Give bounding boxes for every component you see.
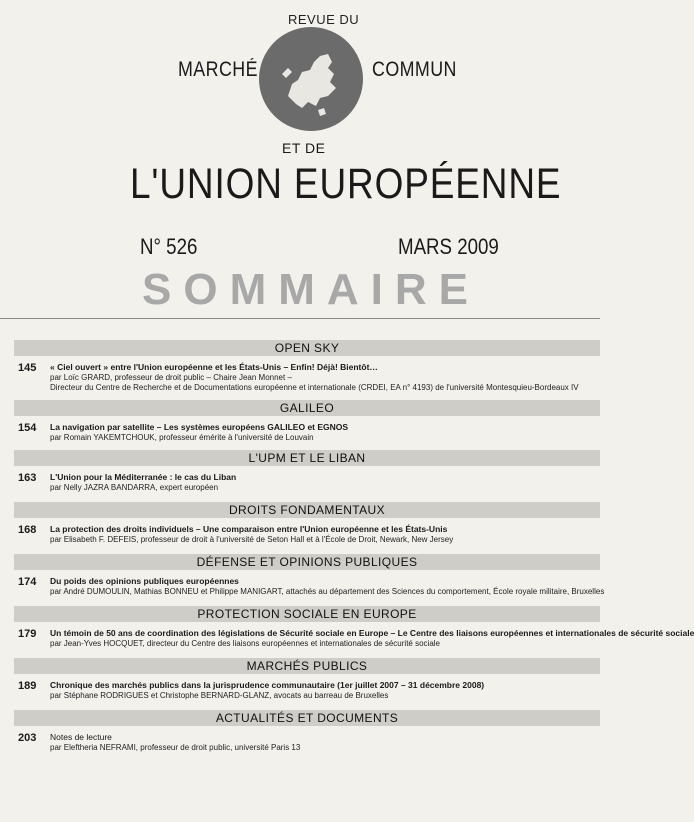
section-heading: OPEN SKY — [14, 340, 600, 356]
toc-entry[interactable] — [0, 466, 600, 502]
toc-section — [0, 400, 600, 450]
page-number: 189 — [18, 680, 37, 692]
section-heading: ACTUALITÉS ET DOCUMENTS — [14, 710, 600, 726]
page-number: 154 — [18, 422, 37, 434]
page-number: 145 — [18, 362, 37, 374]
masthead — [0, 0, 600, 230]
article-title: « Ciel ouvert » entre l'Union européenne et les États-Unis – Enfin! Déjà! Bientôt… — [50, 362, 378, 372]
section-heading: MARCHÉS PUBLICS — [14, 658, 600, 674]
toc-entry[interactable] — [0, 726, 600, 762]
toc-entry[interactable] — [0, 356, 600, 400]
table-of-contents — [0, 340, 694, 762]
toc-entry[interactable] — [0, 674, 600, 710]
issue-number: N° 526 — [140, 234, 198, 259]
masthead-title: L'UNION EUROPÉENNE — [130, 160, 562, 208]
article-author-detail: Directeur du Centre de Recherche et de Documentations européenne et internationale (CRDEI, EA n° 4193) de l'université Montesquieu-Bordeaux IV — [50, 383, 579, 392]
toc-section — [0, 658, 600, 710]
article-author: par Romain YAKEMTCHOUK, professeur émérite à l'université de Louvain — [50, 433, 314, 442]
divider — [0, 318, 600, 319]
article-title: Chronique des marchés publics dans la jurisprudence communautaire (1er juillet 2007 – 31 décembre 2008) — [50, 680, 485, 690]
europe-map-logo-icon — [258, 26, 364, 132]
sommaire-heading: SOMMAIRE — [142, 265, 480, 314]
article-author: par Eleftheria NEFRAMI, professeur de droit public, université Paris 13 — [50, 743, 301, 752]
masthead-revue-du: REVUE DU — [288, 12, 360, 27]
toc-entry[interactable] — [0, 416, 600, 450]
page-number: 203 — [18, 732, 37, 744]
page-number: 168 — [18, 524, 37, 536]
article-author: par Elisabeth F. DEFEIS, professeur de droit à l'université de Seton Hall et à l'École de Droit, Newark, New Jersey — [50, 535, 454, 544]
section-heading: L'UPM ET LE LIBAN — [14, 450, 600, 466]
issue-date: MARS 2009 — [398, 234, 499, 259]
article-title: Un témoin de 50 ans de coordination des législations de Sécurité sociale en Europe – Le Centre des liaisons européennes et internationales de sécurité sociale — [50, 628, 694, 638]
article-title: La protection des droits individuels – Une comparaison entre l'Union européenne et les États-Unis — [50, 524, 448, 534]
article-title: La navigation par satellite – Les systèmes européens GALILEO et EGNOS — [50, 422, 349, 432]
article-author: par Jean-Yves HOCQUET, directeur du Centre des liaisons européennes et internationales de sécurité sociale — [50, 639, 440, 648]
section-heading: GALILEO — [14, 400, 600, 416]
toc-section — [0, 554, 605, 606]
toc-entry[interactable] — [0, 570, 605, 606]
article-author: par Nelly JAZRA BANDARRA, expert européen — [50, 483, 219, 492]
page-number: 174 — [18, 576, 37, 588]
article-author: par Stéphane RODRIGUES et Christophe BERNARD-GLANZ, avocats au barreau de Bruxelles — [50, 691, 389, 700]
article-title: Du poids des opinions publiques européennes — [50, 576, 239, 586]
article-author: par André DUMOULIN, Mathias BONNEU et Philippe MANIGART, attachés au département des Sciences du comportement, École royale militaire, Bruxelles — [50, 587, 605, 596]
masthead-marche: MARCHÉ — [178, 58, 258, 81]
masthead-commun: COMMUN — [372, 58, 457, 81]
article-author: par Loïc GRARD, professeur de droit public – Chaire Jean Monnet – — [50, 373, 292, 382]
masthead-et-de: ET DE — [282, 140, 326, 156]
article-title: L'Union pour la Méditerranée : le cas du Liban — [50, 472, 237, 482]
section-heading: DROITS FONDAMENTAUX — [14, 502, 600, 518]
section-heading: DÉFENSE ET OPINIONS PUBLIQUES — [14, 554, 600, 570]
section-heading: PROTECTION SOCIALE EN EUROPE — [14, 606, 600, 622]
toc-section — [0, 606, 694, 658]
toc-section — [0, 340, 600, 400]
toc-entry[interactable] — [0, 518, 600, 554]
toc-section — [0, 710, 600, 762]
page-number: 163 — [18, 472, 37, 484]
toc-section — [0, 502, 600, 554]
toc-entry[interactable] — [0, 622, 694, 658]
toc-section — [0, 450, 600, 502]
page-number: 179 — [18, 628, 37, 640]
article-title: Notes de lecture — [50, 732, 112, 742]
